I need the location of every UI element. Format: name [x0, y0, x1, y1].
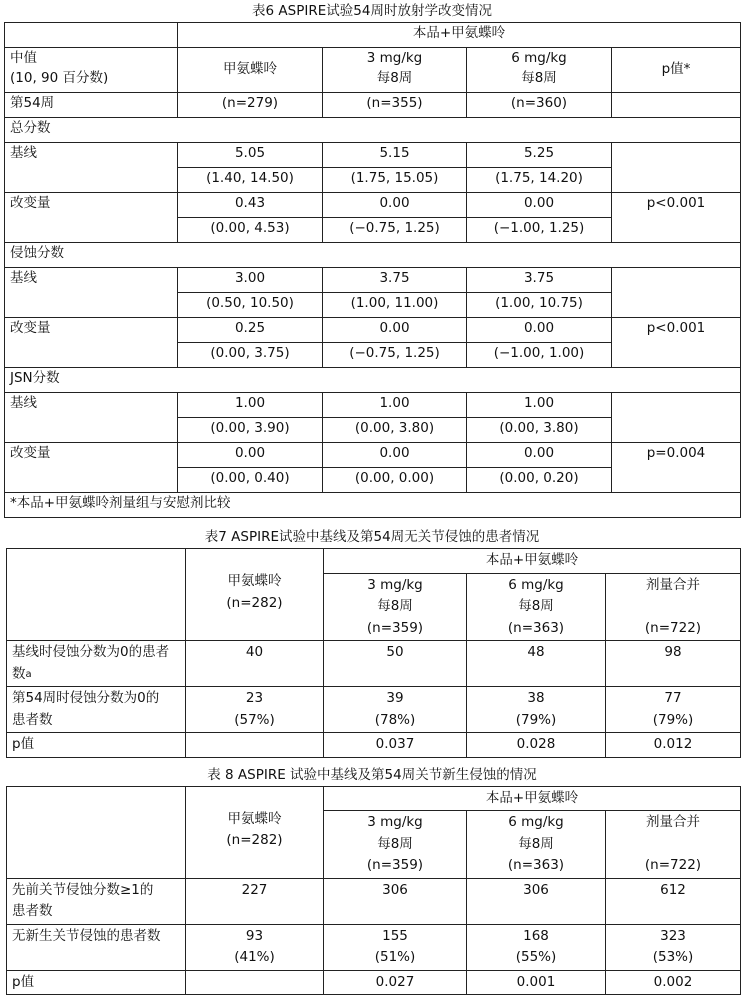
table-row-label-line: p值 [12, 734, 180, 756]
table-cell: (0.00, 3.90) [178, 418, 323, 443]
table-row-label-line: 患者数 [12, 901, 180, 923]
table-row-label-line: 患者数 [12, 710, 180, 732]
table-cell [467, 641, 606, 687]
table-cell [612, 93, 741, 118]
table-row-label-line: 基线时侵蚀分数为0的患者 [12, 642, 180, 664]
table6-footnote: *本品+甲氨蝶呤剂量组与安慰剂比较 [5, 493, 741, 518]
table-cell [606, 641, 741, 687]
table-cell: (0.00, 0.20) [467, 468, 612, 493]
table-row [5, 393, 741, 418]
table-row-label [7, 878, 186, 924]
table6-section-title: 侵蚀分数 [5, 243, 741, 268]
table-row [5, 443, 741, 468]
table6-col-3mg: 3 mg/kg 每8周 [323, 48, 467, 93]
table-cell: (1.00, 10.75) [467, 293, 612, 318]
table-cell-line: (79%) [611, 710, 735, 732]
table6-col-p: p值* [612, 48, 741, 93]
table-cell-line: 23 [191, 688, 318, 710]
table-cell [467, 733, 606, 758]
table-row-label: 改变量 [5, 443, 178, 493]
table-cell: (0.00, 3.80) [323, 418, 467, 443]
table7-col-6mg: 6 mg/kg 每8周 (n=363) [467, 573, 606, 641]
table-cell-line: 40 [191, 642, 318, 664]
table-cell-line: 323 [611, 926, 735, 948]
table-cell [186, 924, 324, 970]
table-cell-line: (51%) [329, 947, 461, 969]
table-cell: 0.00 [178, 443, 323, 468]
table-cell: 0.00 [323, 193, 467, 218]
table-cell: (−0.75, 1.25) [323, 343, 467, 368]
table-cell-line: 77 [611, 688, 735, 710]
table-cell [606, 924, 741, 970]
table-row [5, 318, 741, 343]
table6-section-title: 总分数 [5, 118, 741, 143]
table-row-label: 基线 [5, 268, 178, 318]
table8 [6, 786, 741, 995]
table7-col-3mg: 3 mg/kg 每8周 (n=359) [324, 573, 467, 641]
table-cell [186, 733, 324, 758]
table-cell [606, 878, 741, 924]
table-cell: 0.00 [467, 318, 612, 343]
table-cell [467, 924, 606, 970]
table-cell: 3.00 [178, 268, 323, 293]
table-cell: 3.75 [467, 268, 612, 293]
table6-col-first: 中值 (10, 90 百分数) [5, 48, 178, 93]
table-cell-line: (78%) [329, 710, 461, 732]
table-cell-p: p<0.001 [612, 318, 741, 368]
table8-col-combined: 剂量合并 (n=722) [606, 811, 741, 879]
table6-body [5, 118, 741, 493]
table-cell: (−1.00, 1.25) [467, 218, 612, 243]
table-cell: 5.15 [323, 143, 467, 168]
table-cell: (0.00, 3.75) [178, 343, 323, 368]
table-cell [324, 878, 467, 924]
table-row [7, 878, 741, 924]
table-cell-line: 0.027 [329, 972, 461, 994]
table-cell: (1.75, 15.05) [323, 168, 467, 193]
table-cell [606, 687, 741, 733]
table-row-label-line [12, 664, 180, 686]
footnote-marker: a [26, 669, 32, 680]
table-cell [467, 970, 606, 995]
table-cell [324, 970, 467, 995]
table-cell: 0.00 [467, 443, 612, 468]
table7 [6, 548, 741, 758]
table-cell [467, 878, 606, 924]
table-cell-line: 155 [329, 926, 461, 948]
table-cell: 1.00 [323, 393, 467, 418]
table-cell: (n=279) [178, 93, 323, 118]
table-cell-line: 0.037 [329, 734, 461, 756]
table7-col-mtx: 甲氨蝶呤 (n=282) [186, 549, 324, 641]
table-cell: 0.00 [467, 193, 612, 218]
table-cell-line: (41%) [191, 947, 318, 969]
table-cell-line: 98 [611, 642, 735, 664]
table-row [5, 193, 741, 218]
table-cell-line: 0.002 [611, 972, 735, 994]
table-cell-p [612, 393, 741, 443]
table6-section-row [5, 118, 741, 143]
table-cell: 0.43 [178, 193, 323, 218]
table-row-label-line: 先前关节侵蚀分数≥1的 [12, 880, 180, 902]
table6-group-header: 本品+甲氨蝶呤 [178, 23, 741, 48]
table-cell [186, 878, 324, 924]
table6-n-row [5, 93, 741, 118]
table-cell-line: 48 [472, 642, 600, 664]
table-cell [324, 924, 467, 970]
table-row-label [7, 641, 186, 687]
table-cell-line: 168 [472, 926, 600, 948]
table-cell [324, 641, 467, 687]
table-cell-line: (79%) [472, 710, 600, 732]
table-row-label [7, 733, 186, 758]
table7-group-row [7, 549, 741, 574]
table-row-label: 基线 [5, 143, 178, 193]
table6-section-title: JSN分数 [5, 368, 741, 393]
table-cell-p [612, 143, 741, 193]
table-cell-line: 39 [329, 688, 461, 710]
table-cell: (0.00, 0.40) [178, 468, 323, 493]
table-row-label: 第54周 [5, 93, 178, 118]
table-row-label [7, 687, 186, 733]
table-cell: (1.40, 14.50) [178, 168, 323, 193]
table-cell-p: p<0.001 [612, 193, 741, 243]
table-cell [186, 687, 324, 733]
table7-corner-cell [7, 549, 186, 641]
table-cell [606, 970, 741, 995]
table-row-label [7, 924, 186, 970]
table-cell: 0.00 [323, 443, 467, 468]
table-row-label: 基线 [5, 393, 178, 443]
table-cell [467, 687, 606, 733]
table8-body [7, 878, 741, 995]
table-cell: (0.00, 4.53) [178, 218, 323, 243]
table8-col-6mg: 6 mg/kg 每8周 (n=363) [467, 811, 606, 879]
table-cell-line: 38 [472, 688, 600, 710]
table-row [5, 143, 741, 168]
table8-col-mtx: 甲氨蝶呤 (n=282) [186, 786, 324, 878]
table-cell-line: (57%) [191, 710, 318, 732]
table7-caption: 表7 ASPIRE试验中基线及第54周无关节侵蚀的患者情况 [0, 526, 744, 548]
table-cell-line: 0.001 [472, 972, 600, 994]
table7-group-header: 本品+甲氨蝶呤 [324, 549, 741, 574]
table8-caption: 表 8 ASPIRE 试验中基线及第54周关节新生侵蚀的情况 [0, 764, 744, 786]
table-cell-p: p=0.004 [612, 443, 741, 493]
table6-caption: 表6 ASPIRE试验54周时放射学改变情况 [0, 0, 744, 22]
table-cell [606, 733, 741, 758]
table7-body [7, 641, 741, 758]
table-cell-line: 0.012 [611, 734, 735, 756]
table6-corner-cell [5, 23, 178, 48]
table-cell-line: 306 [472, 880, 600, 902]
table-cell-line: 50 [329, 642, 461, 664]
table-cell: (−0.75, 1.25) [323, 218, 467, 243]
table-cell [186, 641, 324, 687]
table6-header-row [5, 48, 741, 93]
table-cell-line: 0.028 [472, 734, 600, 756]
table-cell: 5.25 [467, 143, 612, 168]
table-cell-p [612, 268, 741, 318]
table-row [5, 268, 741, 293]
table6-section-row [5, 243, 741, 268]
table-row [7, 924, 741, 970]
table-cell: (n=355) [323, 93, 467, 118]
table-row-label: 改变量 [5, 193, 178, 243]
table-cell: (1.75, 14.20) [467, 168, 612, 193]
table-cell: 5.05 [178, 143, 323, 168]
table-row-label-line: 第54周时侵蚀分数为0的 [12, 688, 180, 710]
table6-section-row [5, 368, 741, 393]
table6-col-6mg: 6 mg/kg 每8周 [467, 48, 612, 93]
table-cell: 0.00 [323, 318, 467, 343]
table-cell: (0.50, 10.50) [178, 293, 323, 318]
table-cell-line: 227 [191, 880, 318, 902]
table-row-label-text: 数 [12, 666, 26, 682]
table8-col-3mg: 3 mg/kg 每8周 (n=359) [324, 811, 467, 879]
table-row [7, 733, 741, 758]
table-cell: 1.00 [467, 393, 612, 418]
table6 [4, 22, 741, 518]
table-row [7, 687, 741, 733]
table-row [7, 970, 741, 995]
table-row-label-line: p值 [12, 972, 180, 994]
table-row-label [7, 970, 186, 995]
table6-col-mtx: 甲氨蝶呤 [178, 48, 323, 93]
table-cell: (1.00, 11.00) [323, 293, 467, 318]
table-cell [186, 970, 324, 995]
table-cell-line: (55%) [472, 947, 600, 969]
table6-group-row [5, 23, 741, 48]
table-cell: 1.00 [178, 393, 323, 418]
table-row-label-line: 无新生关节侵蚀的患者数 [12, 926, 180, 948]
table8-group-row [7, 786, 741, 811]
table7-col-combined: 剂量合并 (n=722) [606, 573, 741, 641]
table-cell [324, 687, 467, 733]
table-cell: (−1.00, 1.00) [467, 343, 612, 368]
table-cell-line: 612 [611, 880, 735, 902]
table-cell [324, 733, 467, 758]
table-cell-line: (53%) [611, 947, 735, 969]
table-cell: (0.00, 3.80) [467, 418, 612, 443]
table6-footnote-row [5, 493, 741, 518]
table-cell-line: 93 [191, 926, 318, 948]
table-cell: (n=360) [467, 93, 612, 118]
table8-group-header: 本品+甲氨蝶呤 [324, 786, 741, 811]
table8-corner-cell [7, 786, 186, 878]
table-cell: (0.00, 0.00) [323, 468, 467, 493]
table-cell: 0.25 [178, 318, 323, 343]
table-cell-line: 306 [329, 880, 461, 902]
table-row-label: 改变量 [5, 318, 178, 368]
table-cell: 3.75 [323, 268, 467, 293]
table-row [7, 641, 741, 687]
